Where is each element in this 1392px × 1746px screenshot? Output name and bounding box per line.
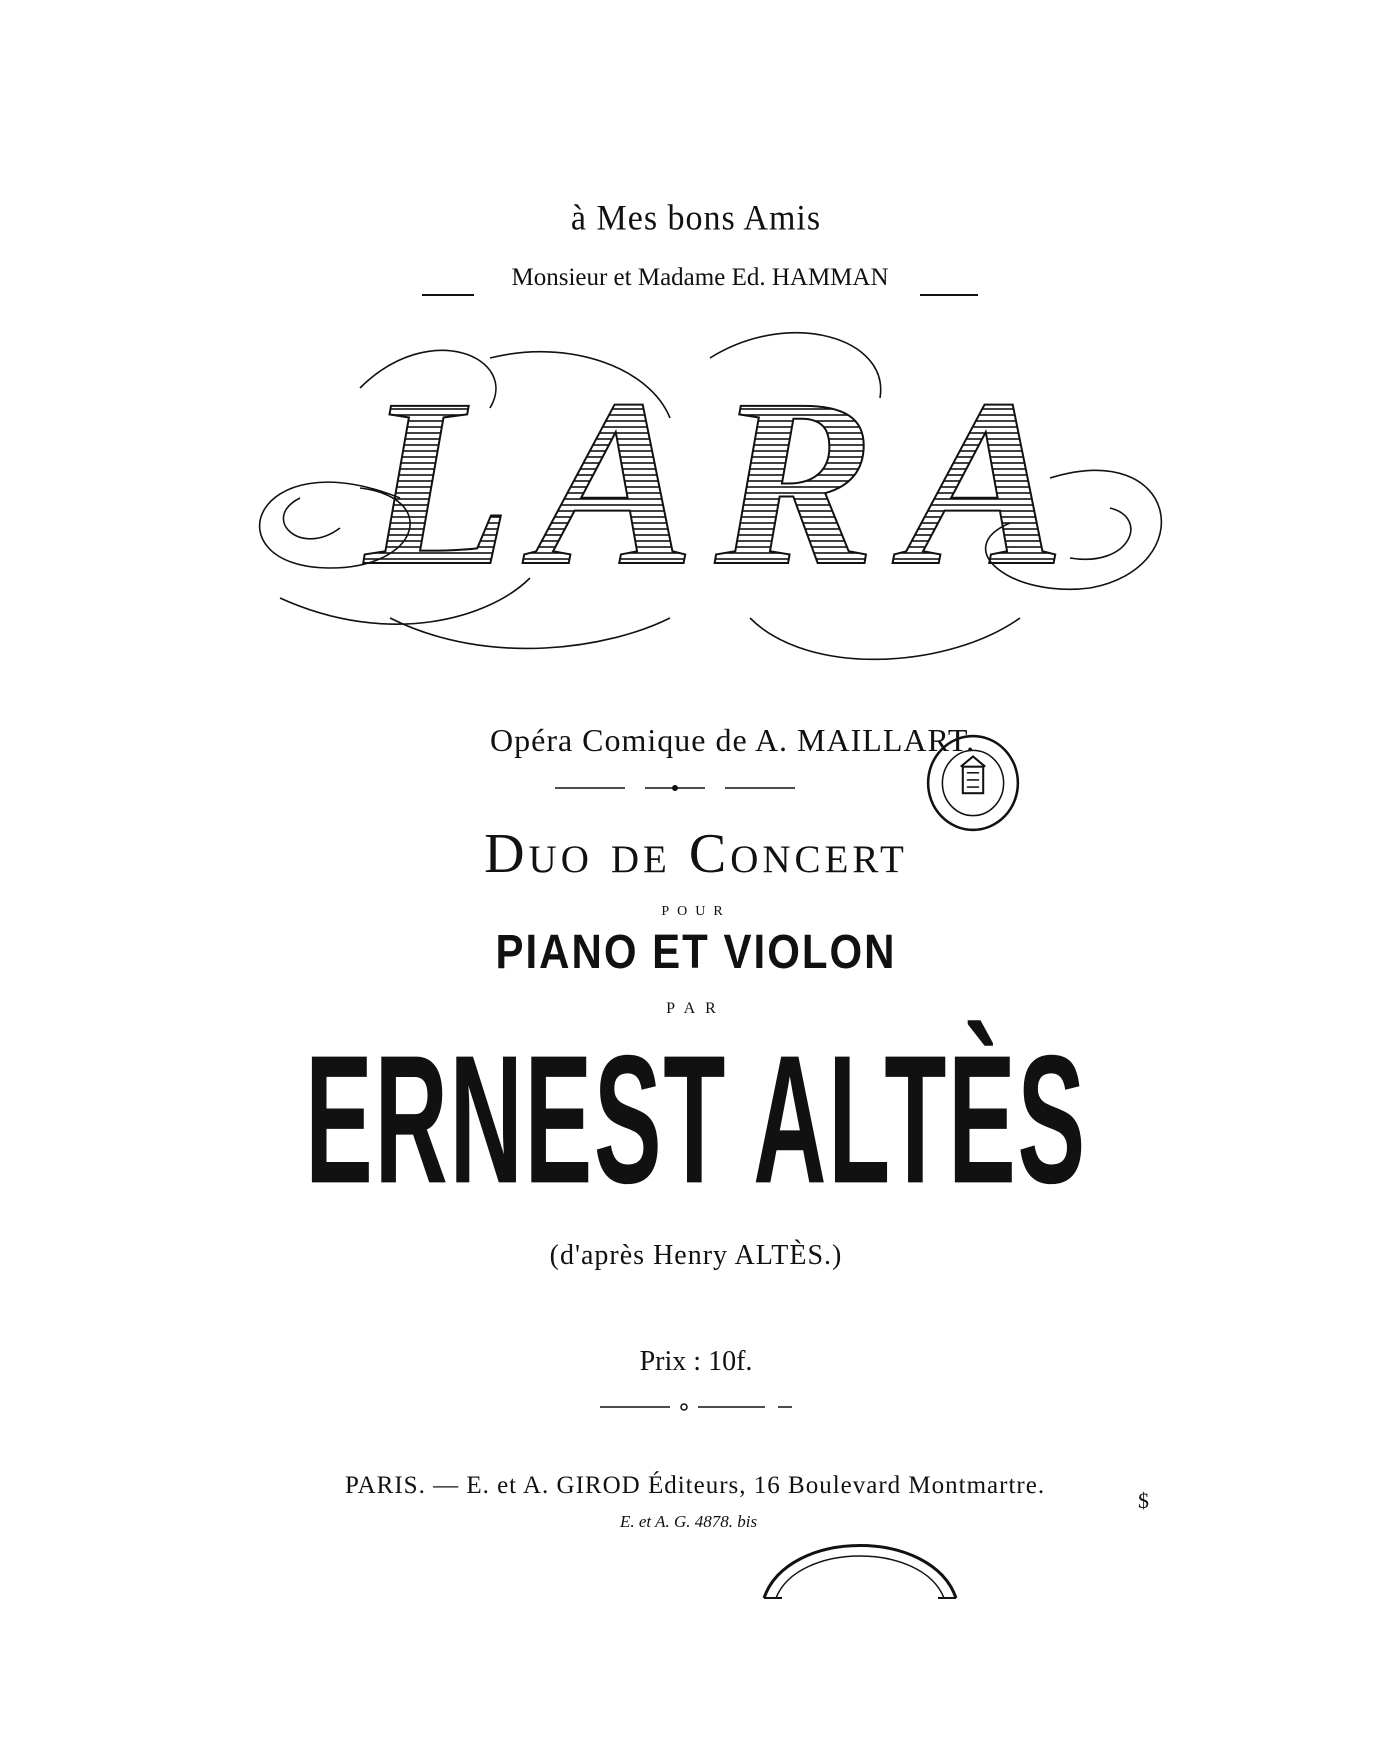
work-par: PAR <box>666 1000 726 1017</box>
work-instruments: PIANO ET VIOLON <box>495 924 897 979</box>
opera-subtitle: Opéra Comique de A. MAILLART. <box>490 722 976 758</box>
catalog-mark: $ <box>1138 1488 1149 1513</box>
divider-left <box>422 294 474 296</box>
ornamental-title <box>190 318 1210 688</box>
title-letters <box>363 349 1065 615</box>
title-letter-a2: A <box>905 349 1066 615</box>
publisher-line: PARIS. — E. et A. GIROD Éditeurs, 16 Boulevard Montmartre. <box>345 1472 1046 1499</box>
library-seal-icon <box>922 732 1024 834</box>
dedication-line-1: à Mes bons Amis <box>570 199 822 238</box>
dedication-line-2: Monsieur et Madame Ed. HAMMAN <box>511 264 889 291</box>
price: Prix : 10f. <box>639 1346 753 1377</box>
divider-ornament <box>555 782 795 794</box>
title-letter-r: R <box>715 349 876 615</box>
composer-name: ERNEST ALTÈS <box>305 1018 1087 1223</box>
title-letter-a: A <box>535 349 696 615</box>
price-divider <box>600 1402 792 1412</box>
plate-number: E. et A. G. 4878. bis <box>620 1512 758 1531</box>
divider-right <box>920 294 978 296</box>
work-pour: POUR <box>661 904 731 919</box>
work-after: (d'après Henry ALTÈS.) <box>549 1240 843 1271</box>
work-genre: Duo de Concert <box>484 823 908 885</box>
library-stamp-icon <box>758 1518 962 1614</box>
title-letter-l: L <box>365 349 512 615</box>
